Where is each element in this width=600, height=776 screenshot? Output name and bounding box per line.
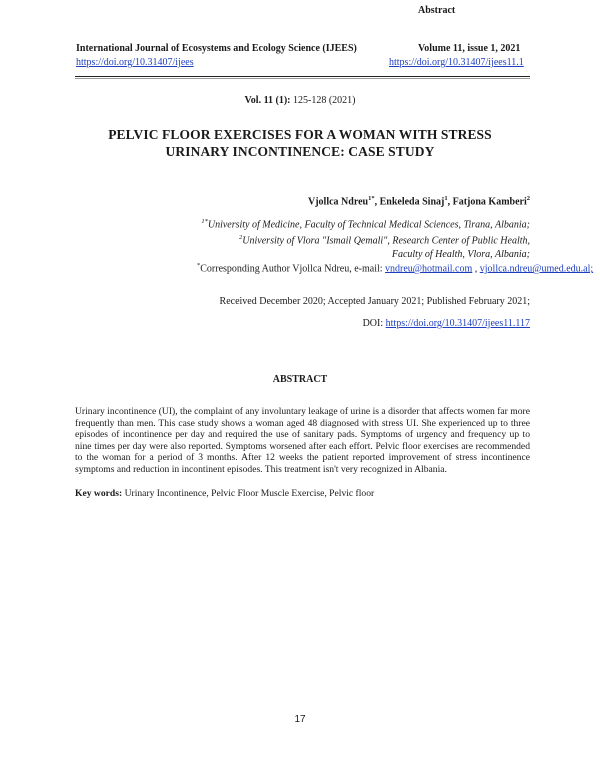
email-separator: , [474, 263, 478, 275]
affiliation-1 [130, 215, 530, 231]
keywords-text: Urinary Incontinence, Pelvic Floor Muscle Exercise, Pelvic floor [124, 488, 375, 499]
journal-name: International Journal of Ecosystems and Ecology Science (IJEES) [76, 43, 357, 54]
author-list: Vjollca Ndreu$^{1*}$, Enkeleda Sinaj$^1$, Fatjona Kamberi$^2$ [308, 195, 530, 208]
author-3-sup: 2 [526, 195, 530, 202]
volume-info: Volume 11, issue 1, 2021 [418, 43, 521, 54]
issue-url[interactable]: https://doi.org/10.31407/ijees11.1 [389, 57, 524, 68]
publication-dates: Received December 2020; Accepted January 2021; Published February 2021; [219, 296, 530, 307]
corresponding-label: Corresponding Author Vjollca Ndreu, e-mail: [200, 263, 383, 275]
citation-line [0, 95, 600, 106]
author-2-sup: 1 [444, 195, 448, 202]
author-3: Fatjona Kamberi [452, 196, 527, 208]
header-rule [75, 76, 530, 77]
abstract-label: Abstract [418, 5, 456, 16]
corresponding-sup: * [197, 262, 201, 269]
title-line-2: URINARY INCONTINENCE: CASE STUDY [165, 144, 435, 159]
citation-pages: 125-128 (2021) [293, 95, 356, 106]
page-number: 17 [294, 714, 306, 725]
affiliation-2-sup: 2 [239, 234, 243, 242]
journal-url[interactable]: https://doi.org/10.31407/ijees [76, 57, 194, 68]
abstract-heading: ABSTRACT [272, 374, 328, 385]
doi-line [363, 318, 530, 329]
affiliations [130, 215, 530, 261]
keywords-label: Key words: [75, 488, 123, 499]
abstract-text: Urinary incontinence (UI), the complaint of any involuntary leakage of urine is a disorder that affects women far more frequently than men. This case study shows a woman aged 48 diagnosed with stress UI. She experienced up to three episodes of incontinence per day and required the use of sanitary pads. Symptoms of urgency and frequency up to nine times per day were also reported. Symptoms worsened after each effort. Pelvic floor exercises are recommended to the woman for a period of 3 months. After 12 weeks the patient reported improvement of stress incontinence symptoms and reduction in incontinent episodes. This treatment isn't very recognized in Albania. [75, 406, 530, 475]
email-link-1[interactable]: vndreu@hotmail.com [385, 263, 473, 275]
citation-volume: Vol. 11 (1): [244, 95, 291, 106]
author-2: Enkeleda Sinaj [379, 196, 445, 208]
affiliation-2-text: University of Vlora "Ismail Qemali", Research Center of Public Health, [242, 235, 530, 247]
paper-title [60, 126, 540, 160]
author-1: Vjollca Ndreu [308, 196, 369, 208]
issue-link[interactable] [389, 57, 524, 68]
header-rule-secondary [75, 78, 530, 79]
affiliation-2 [130, 231, 530, 247]
keywords [75, 488, 374, 499]
doi-label: DOI: [362, 318, 384, 329]
affiliation-3: Faculty of Health, Vlora, Albania; [391, 248, 530, 260]
affiliation-1-sup: 1* [201, 218, 208, 225]
email-link-2[interactable]: vjollca.ndreu@umed.edu.al; [479, 263, 594, 275]
doi-link[interactable]: https://doi.org/10.31407/ijees11.117 [385, 318, 530, 329]
journal-link[interactable] [76, 57, 194, 68]
affiliation-1-text: University of Medicine, Faculty of Technical Medical Sciences, Tirana, Albania; [207, 219, 530, 231]
corresponding-author [197, 262, 593, 274]
title-line-1: PELVIC FLOOR EXERCISES FOR A WOMAN WITH STRESS [108, 127, 492, 142]
author-1-sup: 1* [368, 195, 375, 202]
